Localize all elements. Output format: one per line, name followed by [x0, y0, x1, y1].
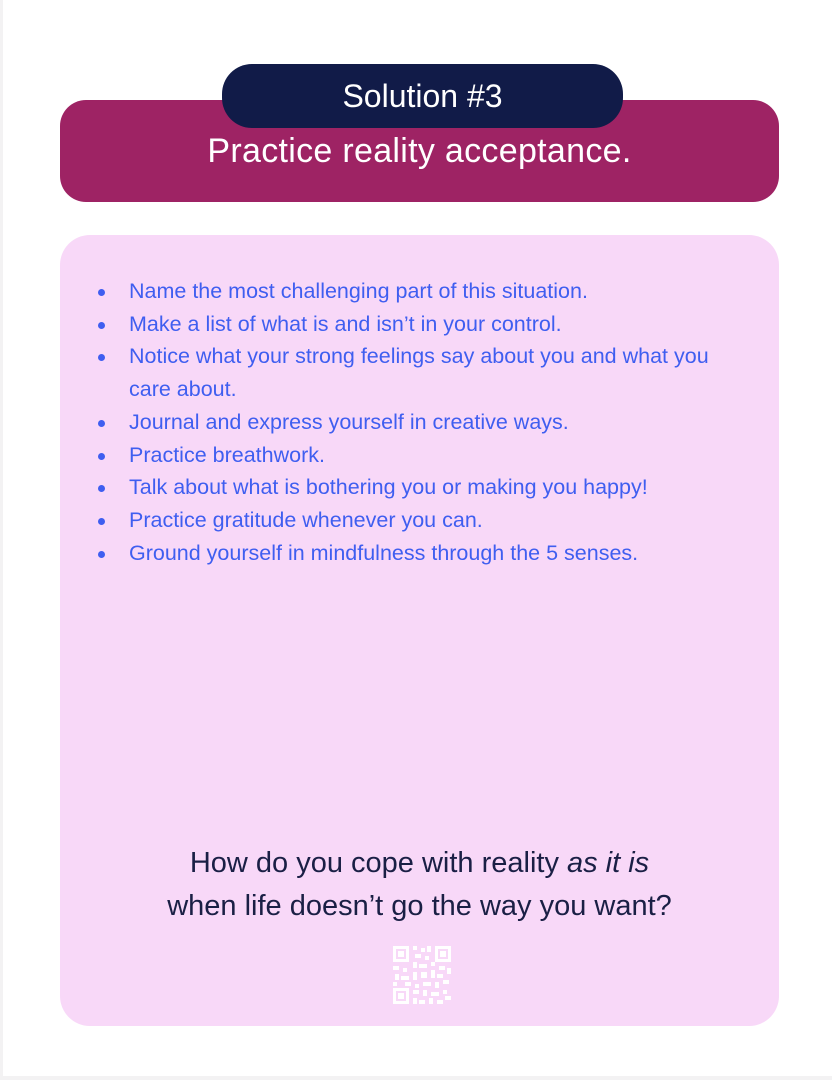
- page-title: Practice reality acceptance.: [207, 132, 632, 170]
- qr-code-icon[interactable]: [393, 946, 451, 1004]
- content-card: [60, 235, 779, 1026]
- reflection-question: [60, 842, 779, 928]
- worksheet-page: [3, 0, 832, 1076]
- list-item: Ground yourself in mindfulness through the 5 senses.: [126, 537, 746, 570]
- list-item: Practice breathwork.: [126, 439, 746, 472]
- solution-label: Solution #3: [222, 64, 623, 128]
- list-item: Make a list of what is and isn’t in your control.: [126, 308, 746, 341]
- list-item: Practice gratitude whenever you can.: [126, 504, 746, 537]
- list-item: Notice what your strong feelings say about you and what you care about.: [126, 340, 746, 405]
- tips-list: [126, 275, 746, 569]
- question-text-line-2: when life doesn’t go the way you want?: [167, 890, 672, 922]
- list-item: Talk about what is bothering you or making you happy!: [126, 471, 746, 504]
- question-emphasis: as it is: [567, 847, 650, 879]
- question-text: How do you cope with reality: [189, 847, 567, 879]
- list-item: Journal and express yourself in creative ways.: [126, 406, 746, 439]
- list-item: Name the most challenging part of this situation.: [126, 275, 746, 308]
